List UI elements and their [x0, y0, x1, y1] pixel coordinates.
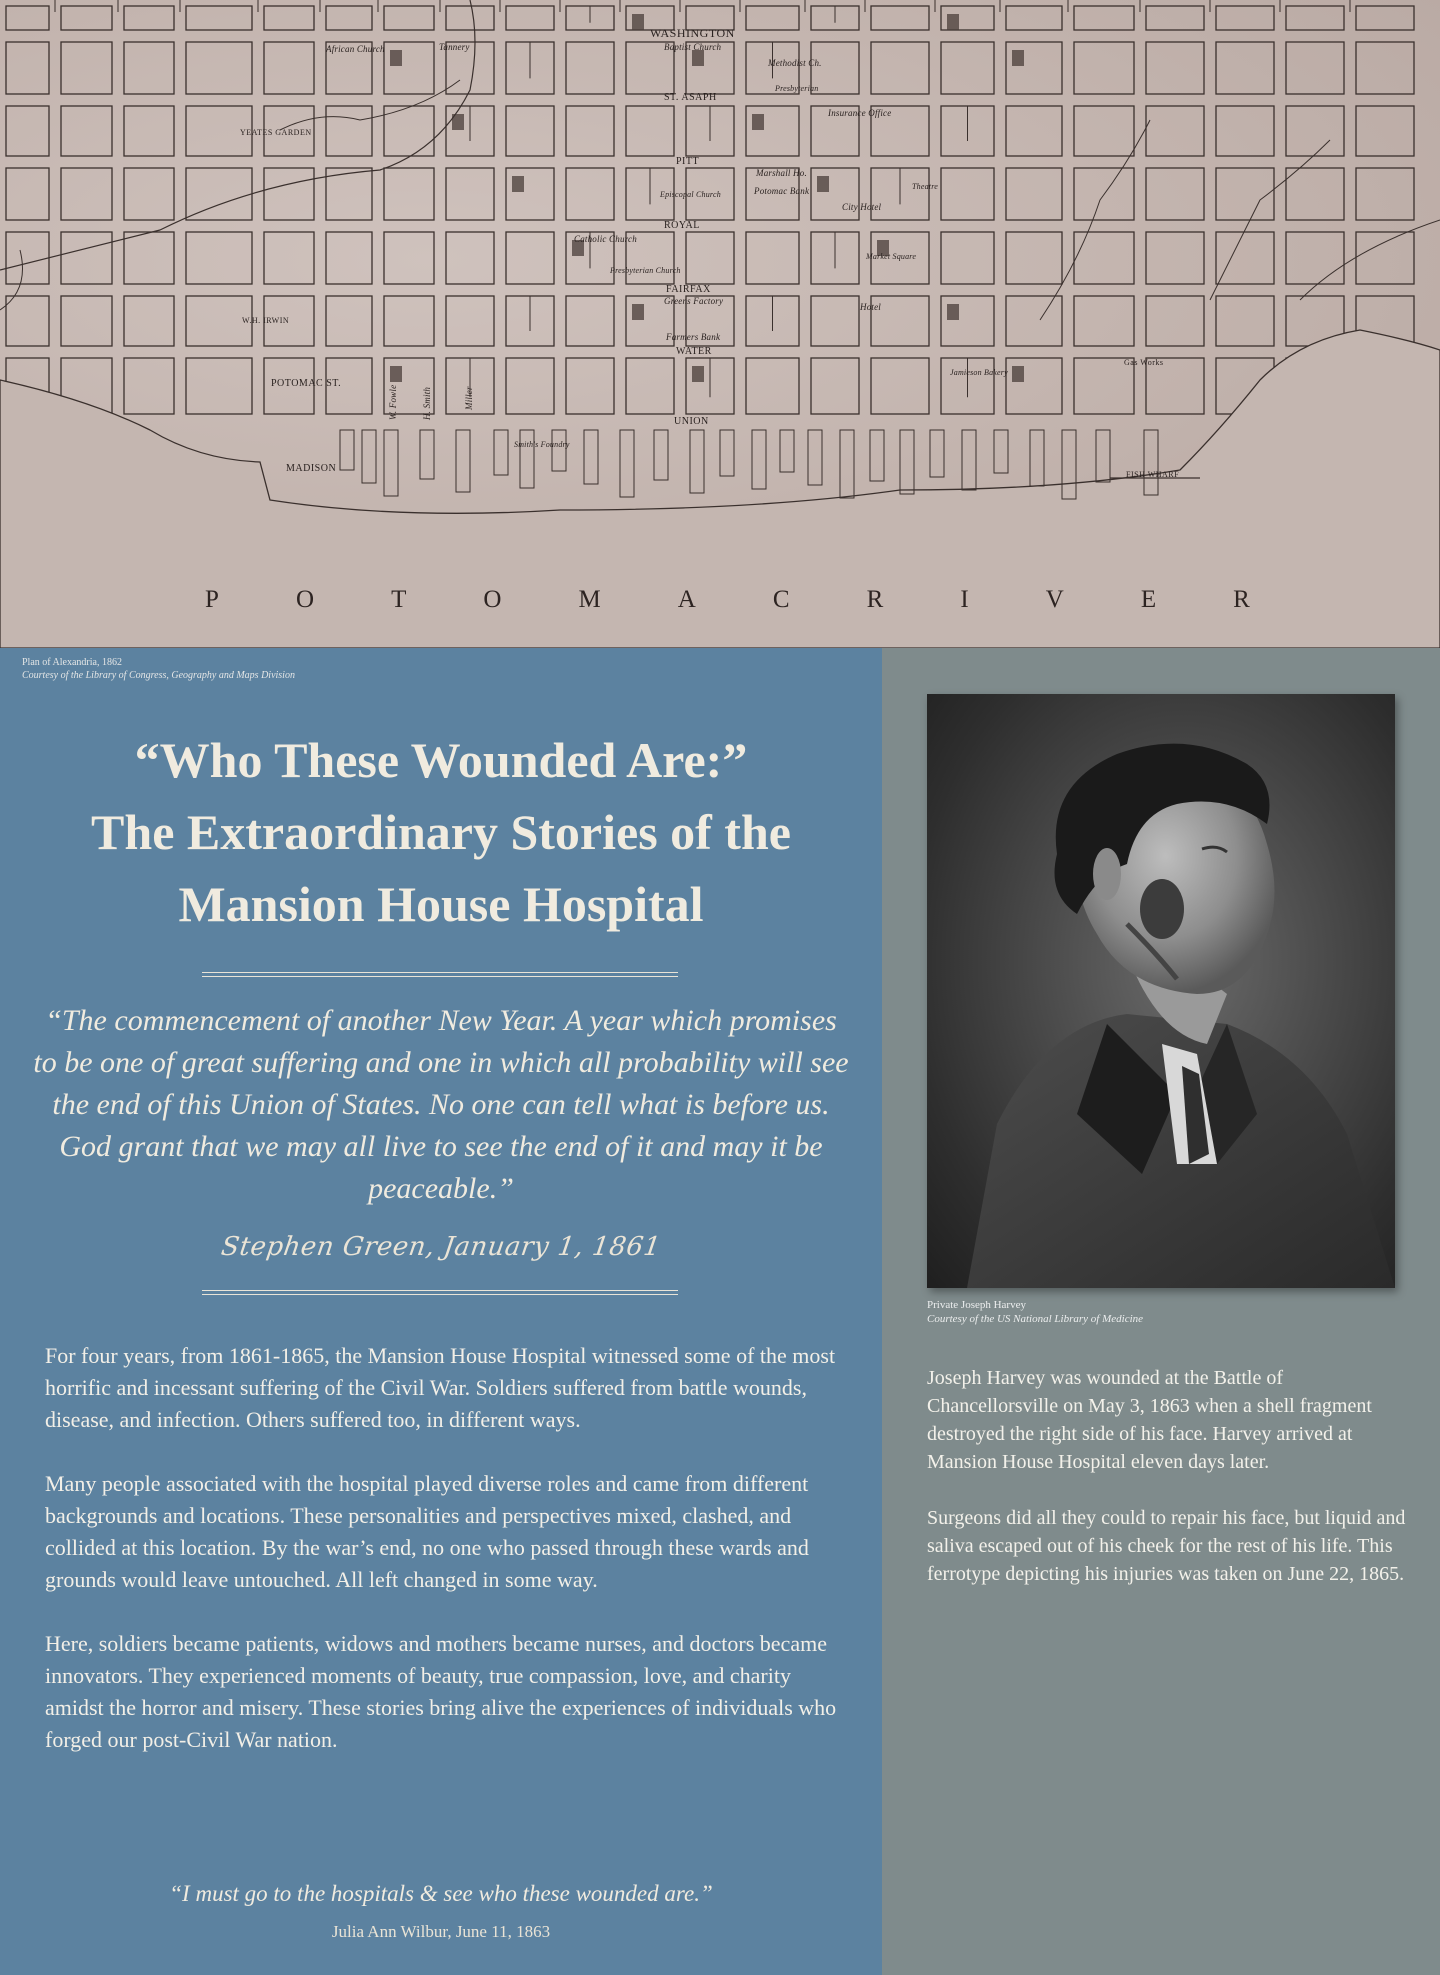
map-label-h-smith: H. Smith — [422, 386, 432, 420]
map-label-hotel: Hotel — [860, 302, 881, 312]
river-letter: P — [205, 586, 219, 613]
map-label-marshall-house: Marshall Ho. — [756, 168, 807, 178]
river-letter: A — [677, 586, 696, 613]
river-letter: O — [483, 586, 502, 613]
map-label-madison: MADISON — [286, 463, 337, 474]
map-credit-source: Courtesy of the Library of Congress, Geography and Maps Division — [22, 670, 295, 681]
river-letter: T — [391, 586, 407, 613]
intro-paragraph-3: Here, soldiers became patients, widows and mothers became nurses, and doctors became innovators. They experienced moments of beauty, true compassion, love, and charity amidst the horror and misery. These stories bring alive the experiences of individuals who forged our post-Civil War nation. — [45, 1631, 837, 1752]
map-label-yeates-garden: YEATES GARDEN — [240, 128, 312, 137]
map-label-greens-factory: Greens Factory — [664, 296, 724, 306]
intro-paragraph-1: For four years, from 1861-1865, the Mansion House Hospital witnessed some of the most horrific and incessant suffering of the Civil War. Soldiers suffered from battle wounds, disease, and infection. Others suffered too, in different ways. — [45, 1343, 836, 1432]
map-label-market-square: Market Square — [866, 252, 917, 261]
map-label-farmers-bank: Farmers Bank — [666, 332, 721, 342]
map-label-tannery: Tannery — [439, 42, 470, 52]
page-title — [0, 724, 882, 940]
river-letter: I — [960, 586, 969, 613]
opening-quote: “The commencement of another New Year. A year which promises to be one of great suffering and one in which all probability will see the end of this Union of States. No one can tell what is before us. God grant that we may all live to see the end of it and may it be peaceable.” — [33, 1004, 849, 1205]
quote-signature: Stephen Green, January 1, 1861 — [219, 1232, 663, 1262]
portrait-illustration — [927, 694, 1395, 1288]
title-line-1: “Who These Wounded Are:” — [134, 732, 748, 788]
title-line-3: Mansion House Hospital — [178, 876, 704, 932]
intro-body — [45, 1340, 845, 1788]
river-letter: V — [1045, 586, 1064, 613]
river-letter: M — [578, 586, 601, 613]
river-letter: R — [1233, 586, 1250, 613]
river-letter: R — [866, 586, 884, 613]
map-label-theatre: Theatre — [912, 182, 938, 191]
map-label-wh-irwin: W.H. IRWIN — [242, 316, 290, 325]
harvey-paragraph-1: Joseph Harvey was wounded at the Battle of Chancellorsville on May 3, 1863 when a shell fragment destroyed the right side of his face. Harvey arrived at Mansion House Hospital eleven days later. — [927, 1367, 1372, 1473]
map-label-w-fowle: W. Fowle — [388, 384, 398, 420]
map-label-fish-wharf: FISH WHARF — [1126, 470, 1180, 479]
map-label-insurance-office: Insurance Office — [828, 108, 892, 118]
photo-credit-title: Private Joseph Harvey — [927, 1299, 1026, 1311]
map-label-miller: Miller — [464, 386, 474, 410]
intro-paragraph-2: Many people associated with the hospital played diverse roles and came from different backgrounds and locations. These personalities and perspectives mixed, clashed, and collided at this location. By the war’s end, no one who passed through these wards and grounds would leave untouched. All left changed in some way. — [45, 1471, 809, 1592]
map-credit-title: Plan of Alexandria, 1862 — [22, 657, 122, 668]
closing-quote: “I must go to the hospitals & see who these wounded are.” — [169, 1881, 713, 1906]
map-street-grid — [0, 0, 1440, 648]
map-label-african-church: African Church — [326, 44, 385, 54]
map-label-potomac-st: POTOMAC ST. — [271, 378, 342, 389]
map-label-jamieson-bakery: Jamieson Bakery — [950, 368, 1008, 377]
river-letter: O — [295, 586, 315, 613]
map-label-catholic-church: Catholic Church — [574, 234, 637, 244]
title-line-2: The Extraordinary Stories of the — [91, 804, 791, 860]
map-label-city-hotel: City Hotel — [842, 202, 882, 212]
harvey-paragraph-2: Surgeons did all they could to repair his face, but liquid and saliva escaped out of his cheek for the rest of his life. This ferrotype depicting his injuries was taken on June 22, 1865. — [927, 1507, 1406, 1585]
divider-top — [202, 972, 678, 977]
map-label-union: UNION — [674, 416, 709, 427]
map-label-presbyterian: Presbyterian — [775, 84, 819, 93]
joseph-harvey-portrait — [927, 694, 1395, 1288]
map-label-st-asaph: ST. ASAPH — [664, 92, 717, 103]
map-label-episcopal-church: Episcopal Church — [660, 190, 721, 199]
map-label-royal: ROYAL — [664, 220, 700, 231]
map-credit — [22, 656, 295, 682]
photo-credit — [927, 1298, 1143, 1326]
harvey-story — [927, 1364, 1407, 1616]
map-label-fairfax: FAIRFAX — [666, 284, 711, 295]
map-label-water: WATER — [676, 346, 712, 357]
map-label-smiths-foundry: Smith's Foundry — [514, 440, 570, 449]
closing-attribution: Julia Ann Wilbur, June 11, 1863 — [331, 1922, 551, 1941]
divider-bottom — [202, 1290, 678, 1295]
map-label-potomac-bank: Potomac Bank — [754, 186, 810, 196]
photo-credit-source: Courtesy of the US National Library of Medicine — [927, 1313, 1144, 1325]
map-label-washington: WASHINGTON — [650, 26, 735, 40]
map-label-baptist-church: Baptist Church — [664, 42, 722, 52]
river-letter: E — [1140, 586, 1157, 613]
alexandria-map — [0, 0, 1440, 648]
map-label-methodist-church: Methodist Ch. — [768, 58, 822, 68]
potomac-river-label — [205, 586, 1250, 614]
map-label-gas-works: Gas Works — [1124, 358, 1164, 367]
map-label-presbyterian-church: Presbyterian Church — [610, 266, 681, 275]
river-letter: C — [772, 586, 790, 613]
map-label-pitt: PITT — [676, 156, 700, 167]
